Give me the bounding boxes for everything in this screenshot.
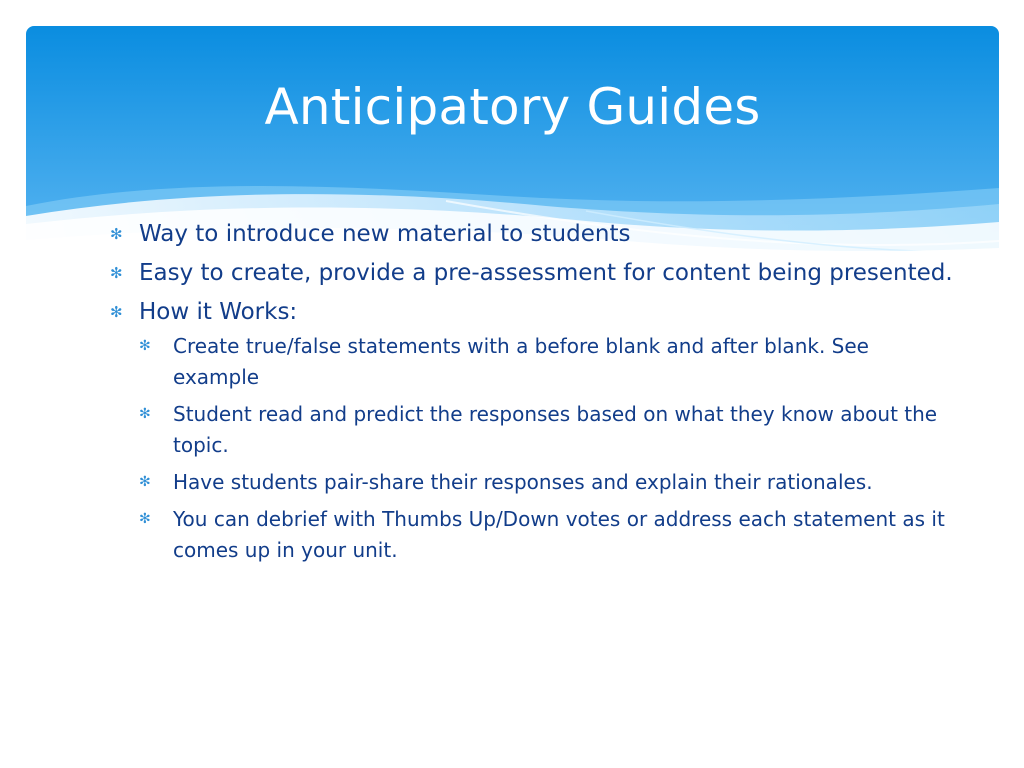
- sub-bullet-item: [139, 399, 960, 461]
- sub-bullet-list: [139, 331, 960, 566]
- sub-bullet-text: Create true/false statements with a before blank and after blank. See example: [173, 334, 869, 389]
- bullet-star-icon: ✻: [110, 225, 123, 243]
- bullet-item: [110, 257, 960, 290]
- bullet-text: Easy to create, provide a pre-assessment for content being presented.: [139, 260, 953, 286]
- bullet-star-icon: ✻: [139, 474, 151, 490]
- bullet-star-icon: ✻: [139, 338, 151, 354]
- sub-bullet-item: [139, 331, 960, 393]
- sub-bullet-item: [139, 504, 960, 566]
- sub-bullet-text: You can debrief with Thumbs Up/Down votes or address each statement as it comes up in your unit.: [173, 507, 945, 562]
- bullet-star-icon: ✻: [110, 303, 123, 321]
- sub-bullet-text: Have students pair-share their responses and explain their rationales.: [173, 470, 873, 494]
- bullet-star-icon: ✻: [110, 264, 123, 282]
- slide-title: Anticipatory Guides: [264, 78, 761, 136]
- bullet-item: [110, 296, 960, 566]
- bullet-content: [110, 218, 960, 572]
- bullet-item: [110, 218, 960, 251]
- bullet-text: How it Works:: [139, 299, 298, 325]
- bullet-text: Way to introduce new material to students: [139, 221, 631, 247]
- sub-bullet-item: [139, 467, 960, 498]
- bullet-list: [110, 218, 960, 566]
- bullet-star-icon: ✻: [139, 406, 151, 422]
- sub-bullet-text: Student read and predict the responses based on what they know about the topic.: [173, 402, 938, 457]
- bullet-star-icon: ✻: [139, 511, 151, 527]
